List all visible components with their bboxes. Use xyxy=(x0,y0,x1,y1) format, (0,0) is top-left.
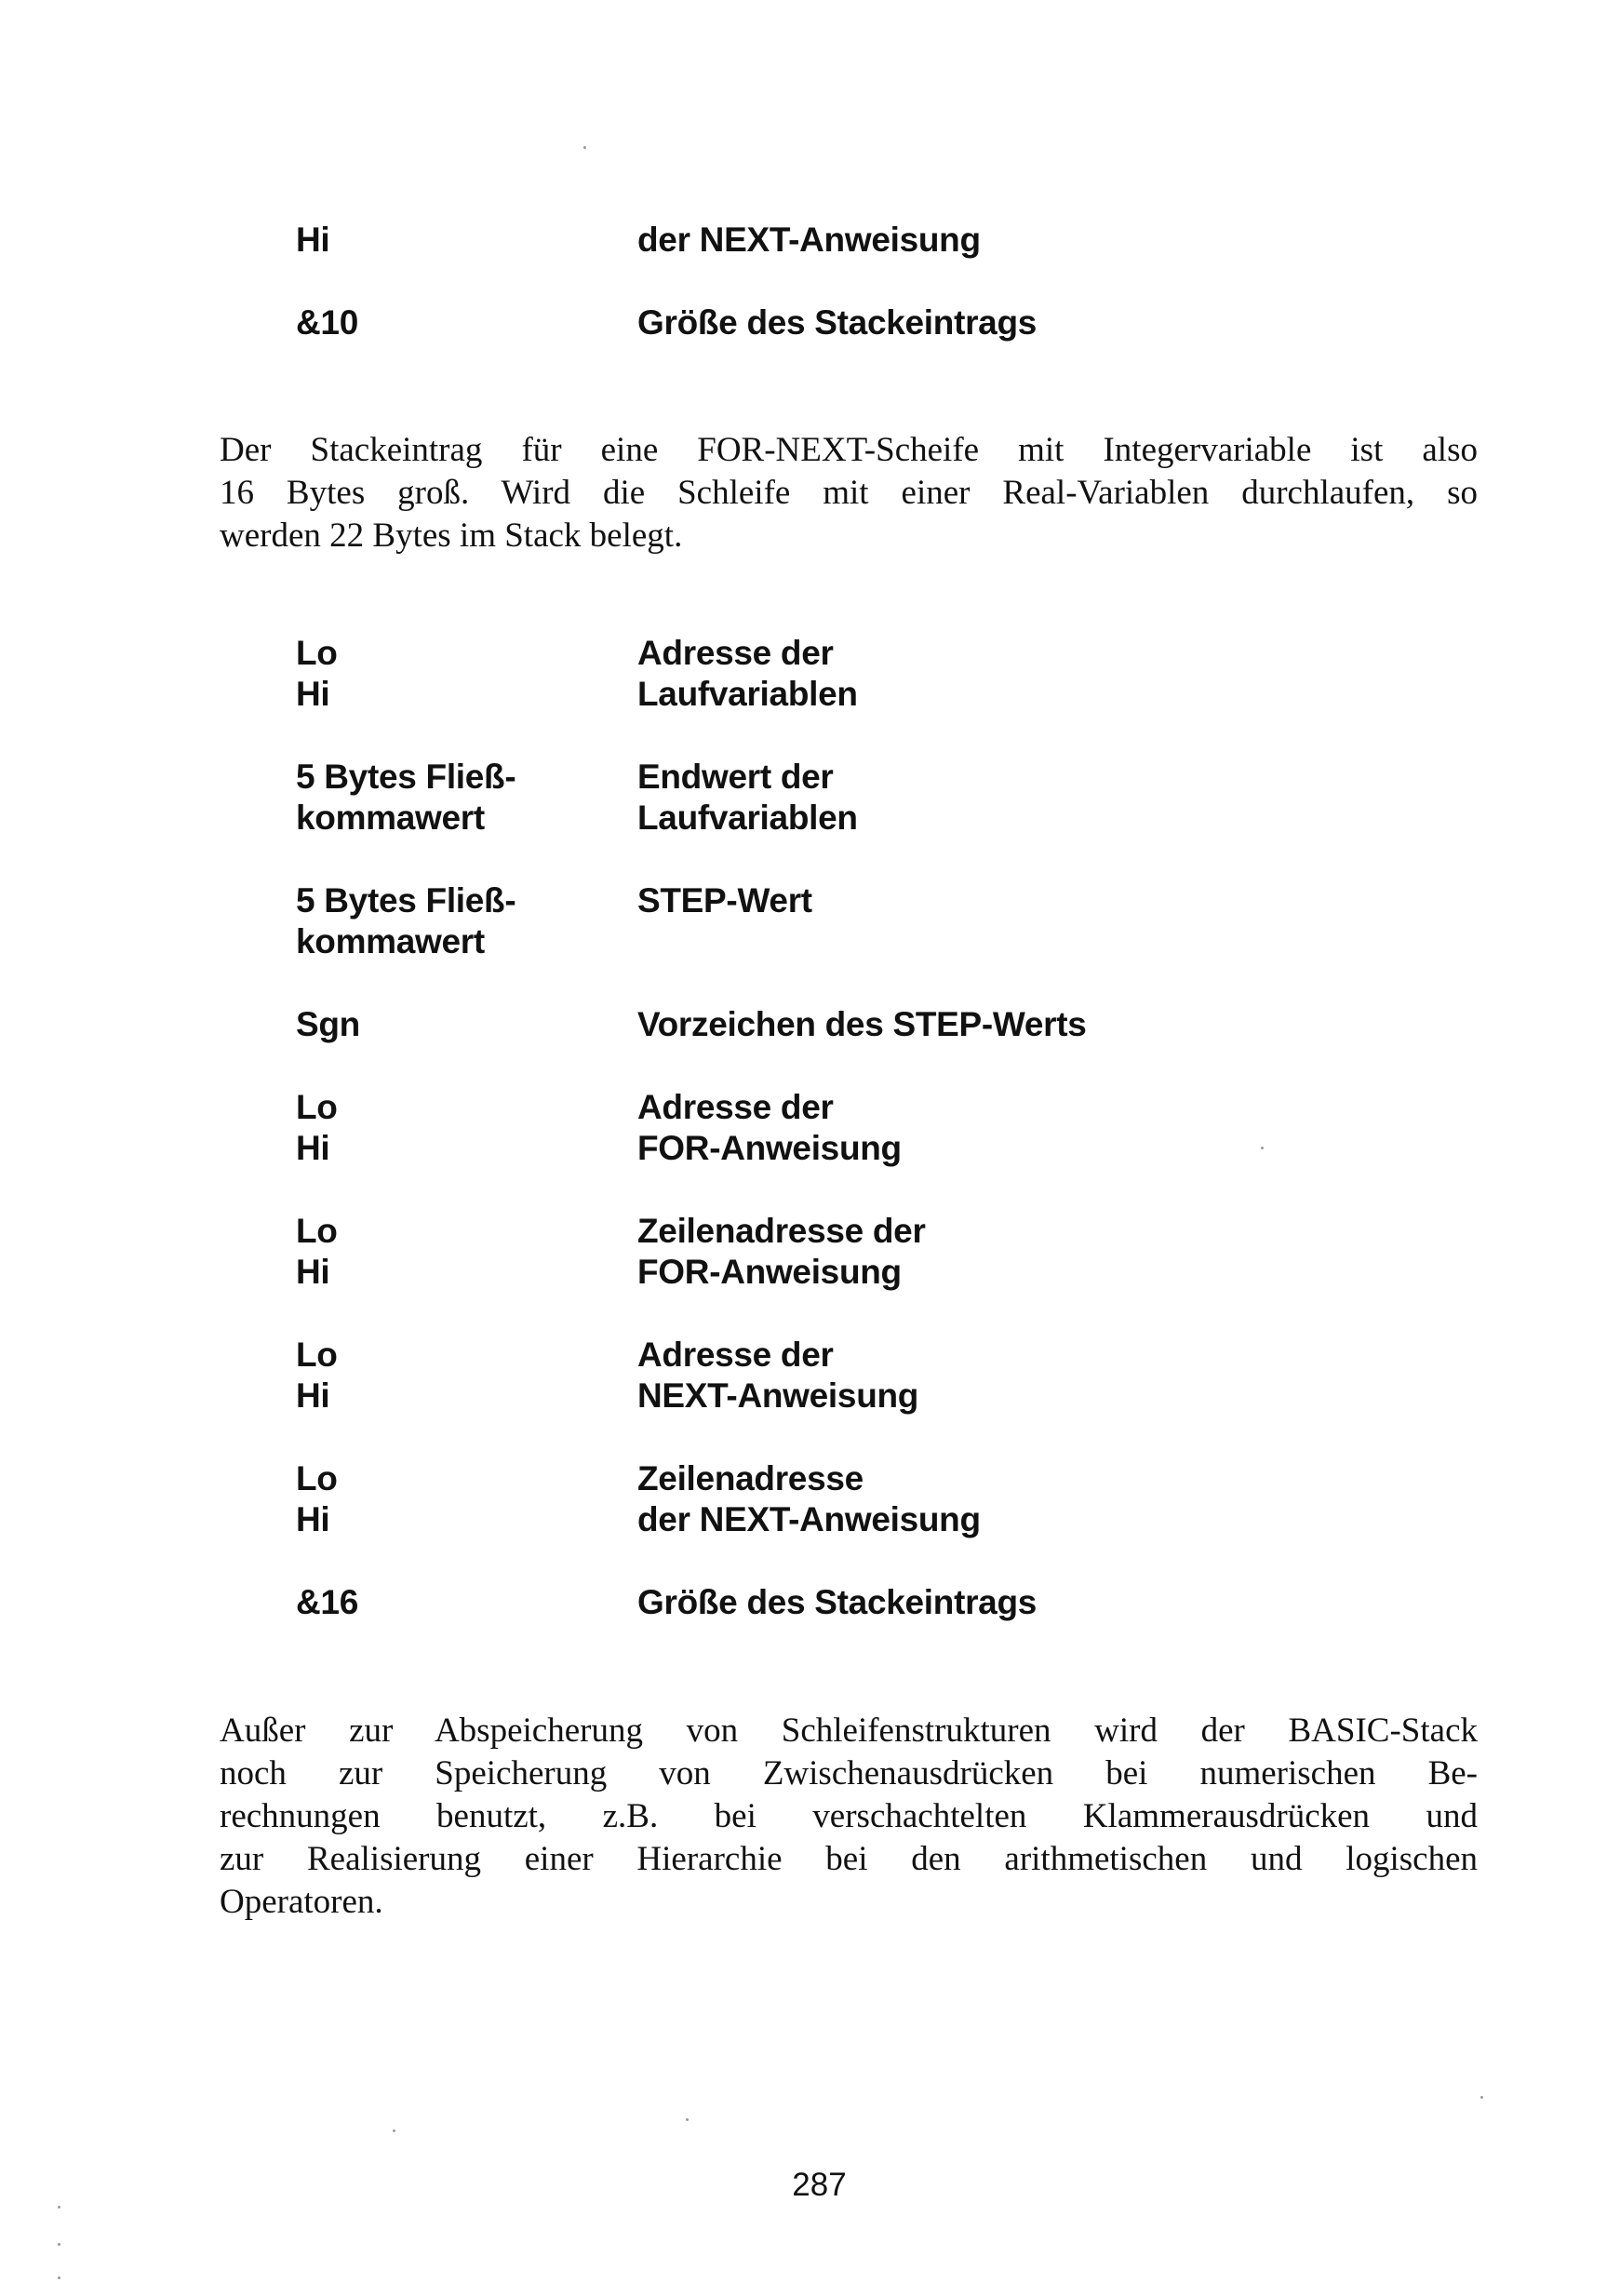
body-paragraph xyxy=(220,429,1478,557)
scan-speck xyxy=(1261,1147,1264,1149)
entry-description-text: Größe des Stackeintrags xyxy=(637,303,1038,342)
scan-speck xyxy=(58,2276,60,2279)
entry-byte-text: Lo xyxy=(296,1088,338,1126)
entry-byte-text: Hi xyxy=(296,1253,330,1291)
entry-byte-label xyxy=(296,302,358,343)
entry-description xyxy=(637,220,981,261)
entry-byte-text: Hi xyxy=(296,221,330,259)
entry-byte-text: Hi xyxy=(296,675,330,713)
scan-speck xyxy=(58,2206,60,2209)
entry-description xyxy=(637,1211,926,1293)
paragraph-line: noch zur Speicherung von Zwischenausdrücken bei numerischen Be- xyxy=(220,1754,1478,1792)
entry-byte-text: kommawert xyxy=(296,799,485,837)
scan-speck xyxy=(393,2129,395,2132)
scan-speck xyxy=(686,2118,689,2121)
entry-byte-text: Lo xyxy=(296,1336,338,1374)
paragraph-line: zur Realisierung einer Hierarchie bei den arithmetischen und logischen xyxy=(220,1840,1478,1878)
entry-byte-text: Hi xyxy=(296,1376,330,1415)
entry-byte-label xyxy=(296,1335,338,1417)
entry-byte-label xyxy=(296,633,338,715)
paragraph-line: Operatoren. xyxy=(220,1883,383,1921)
entry-description-text: Adresse der xyxy=(637,1336,834,1374)
entry-byte-label xyxy=(296,1004,360,1045)
page-number: 287 xyxy=(792,2167,847,2203)
entry-byte-text: 5 Bytes Fließ- xyxy=(296,758,516,796)
entry-byte-text: Lo xyxy=(296,634,338,672)
entry-description-text: Adresse der xyxy=(637,1088,834,1126)
scan-speck xyxy=(58,2243,60,2246)
body-paragraph xyxy=(220,1710,1478,1924)
entry-description-text: FOR-Anweisung xyxy=(637,1129,902,1167)
entry-description-text: der NEXT-Anweisung xyxy=(637,1500,981,1538)
entry-description-text: der NEXT-Anweisung xyxy=(637,221,981,259)
entry-description xyxy=(637,757,858,839)
entry-byte-text: Hi xyxy=(296,1129,330,1167)
entry-byte-label xyxy=(296,1211,338,1293)
entry-description xyxy=(637,1004,1087,1045)
entry-byte-text: kommawert xyxy=(296,922,485,960)
entry-description xyxy=(637,1087,902,1169)
entry-byte-text: 5 Bytes Fließ- xyxy=(296,881,516,920)
entry-description-text: FOR-Anweisung xyxy=(637,1253,902,1291)
paragraph-line: 16 Bytes groß. Wird die Schleife mit einer Real-Variablen durchlaufen, so xyxy=(220,474,1478,512)
entry-byte-label xyxy=(296,220,329,261)
entry-description-text: Zeilenadresse der xyxy=(637,1212,926,1250)
entry-byte-text: Lo xyxy=(296,1212,338,1250)
paragraph-line: Der Stackeintrag für eine FOR-NEXT-Scheife mit Integervariable ist also xyxy=(220,431,1478,469)
entry-description-text: Vorzeichen des STEP-Werts xyxy=(637,1005,1087,1043)
entry-description xyxy=(637,1582,1037,1623)
entry-byte-label xyxy=(296,757,515,839)
entry-description-text: Größe des Stackeintrags xyxy=(637,1583,1038,1621)
entry-byte-text: &10 xyxy=(296,303,358,342)
entry-description-text: STEP-Wert xyxy=(637,881,812,920)
entry-byte-text: Lo xyxy=(296,1459,338,1497)
entry-byte-text: Sgn xyxy=(296,1005,360,1043)
entry-byte-text: &16 xyxy=(296,1583,358,1621)
entry-description xyxy=(637,1458,981,1540)
scan-speck xyxy=(583,146,586,149)
entry-description-text: Laufvariablen xyxy=(637,799,858,837)
entry-byte-label xyxy=(296,1458,338,1540)
entry-description-text: NEXT-Anweisung xyxy=(637,1376,919,1415)
paragraph-line: rechnungen benutzt, z.B. bei verschachtelten Klammerausdrücken und xyxy=(220,1797,1478,1835)
entry-byte-label xyxy=(296,1582,358,1623)
entry-description-text: Zeilenadresse xyxy=(637,1459,864,1497)
entry-byte-label xyxy=(296,1087,338,1169)
entry-description xyxy=(637,1335,918,1417)
entry-description-text: Adresse der xyxy=(637,634,834,672)
entry-description-text: Endwert der xyxy=(637,758,834,796)
scan-speck xyxy=(1480,2096,1483,2099)
entry-description xyxy=(637,633,858,715)
entry-byte-label xyxy=(296,880,515,962)
paragraph-line: Außer zur Abspeicherung von Schleifenstrukturen wird der BASIC-Stack xyxy=(220,1712,1478,1750)
entry-description-text: Laufvariablen xyxy=(637,675,858,713)
entry-byte-text: Hi xyxy=(296,1500,330,1538)
entry-description xyxy=(637,880,812,921)
entry-description xyxy=(637,302,1037,343)
paragraph-line: werden 22 Bytes im Stack belegt. xyxy=(220,517,683,555)
